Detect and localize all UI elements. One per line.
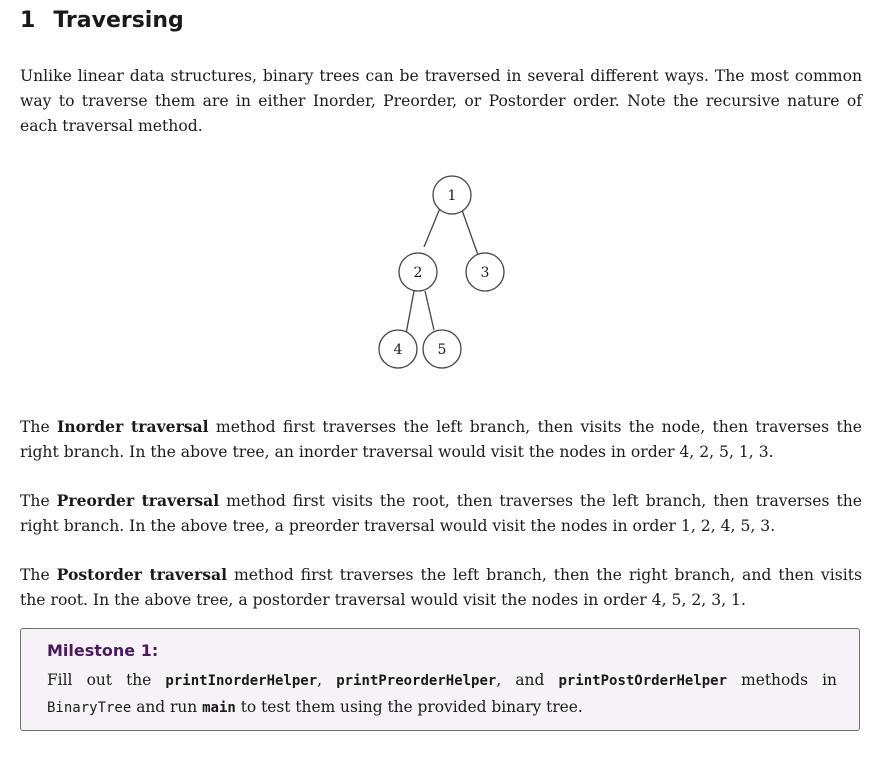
tree-node	[399, 253, 437, 291]
milestone-text-part: ,	[317, 671, 323, 689]
milestone-text	[47, 667, 837, 721]
tree-node	[466, 253, 504, 291]
tree-node	[433, 176, 471, 214]
tree-node-label: 1	[447, 188, 457, 204]
milestone-text-part: and run	[136, 698, 198, 716]
code-print-inorder-helper: printInorderHelper	[165, 673, 318, 689]
milestone-text-part: , and	[496, 671, 545, 689]
code-main: main	[202, 700, 236, 716]
inorder-paragraph	[20, 414, 862, 465]
preorder-term: Preorder traversal	[56, 491, 220, 510]
code-print-preorder-helper: printPreorderHelper	[336, 673, 497, 689]
intro-paragraph: Unlike linear data structures, binary trees can be traversed in several different ways. The most common way to traverse them are in either Inorder, Preorder, or Postorder order. Note the recursive nature of each traversal method.	[20, 67, 862, 135]
postorder-lead: The	[20, 566, 50, 584]
tree-node-label: 4	[393, 342, 403, 358]
milestone-title: Milestone 1:	[47, 641, 159, 660]
section-title: Traversing	[53, 8, 184, 33]
milestone-text-part: Fill out the	[47, 671, 152, 689]
tree-node	[379, 330, 417, 368]
section-number: 1	[20, 8, 36, 33]
milestone-text-part: methods in	[741, 671, 837, 689]
tree-node-label: 5	[437, 342, 447, 358]
postorder-paragraph	[20, 562, 862, 613]
tree-node	[423, 330, 461, 368]
milestone-box	[20, 628, 860, 731]
inorder-term: Inorder traversal	[57, 417, 209, 436]
preorder-lead: The	[20, 492, 50, 510]
tree-node-label: 2	[413, 265, 423, 281]
preorder-paragraph	[20, 488, 862, 539]
milestone-text-part: to test them using the provided binary tree.	[240, 698, 583, 716]
inorder-lead: The	[20, 418, 50, 436]
binary-tree-diagram	[370, 168, 520, 378]
code-binary-tree: BinaryTree	[47, 700, 132, 716]
postorder-text: method first traverses the left branch, then the right branch, and then visits the root. In the above tree, a postorder traversal would visit the nodes in order 4, 5, 2, 3, 1.	[20, 566, 862, 609]
postorder-term: Postorder traversal	[56, 565, 228, 584]
section-heading	[20, 6, 184, 36]
tree-edge-2-4	[406, 291, 414, 334]
tree-edge-2-5	[425, 291, 434, 330]
inorder-text: method first traverses the left branch, then visits the node, then traverses the right branch. In the above tree, an inorder traversal would visit the nodes in order 4, 2, 5, 1, 3.	[20, 418, 862, 461]
preorder-text: method first visits the root, then traverses the left branch, then traverses the right branch. In the above tree, a preorder traversal would visit the nodes in order 1, 2, 4, 5, 3.	[20, 492, 862, 535]
code-print-postorder-helper: printPostOrderHelper	[558, 673, 728, 689]
tree-node-label: 3	[480, 265, 490, 281]
